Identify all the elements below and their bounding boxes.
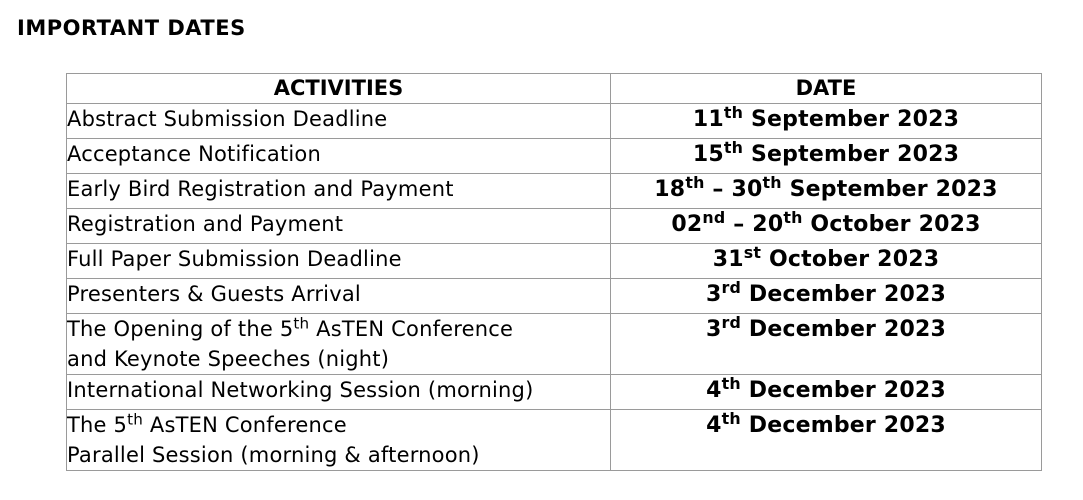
activity-cell xyxy=(67,174,611,209)
cell-text: December 2023 xyxy=(740,413,946,438)
ordinal-suffix: rd xyxy=(721,313,742,333)
table-row xyxy=(67,244,1042,279)
table-row xyxy=(67,314,1042,375)
cell-text: Early Bird Registration and Payment xyxy=(67,177,454,201)
ordinal-suffix: th xyxy=(721,374,741,394)
ordinal-suffix: th xyxy=(783,208,803,228)
cell-text: – 30 xyxy=(704,177,763,202)
ordinal-suffix: th xyxy=(723,103,744,123)
ordinal-suffix: th xyxy=(685,173,705,193)
date-cell xyxy=(611,139,1042,174)
date-cell xyxy=(611,279,1042,314)
cell-text: 18 xyxy=(654,177,686,202)
table-row xyxy=(67,209,1042,244)
date-cell xyxy=(611,375,1042,410)
cell-text: The 5 xyxy=(67,413,128,437)
ordinal-suffix: th xyxy=(127,410,143,429)
cell-text: October 2023 xyxy=(802,212,981,237)
activities-column-header: ACTIVITIES xyxy=(67,74,611,104)
cell-text: AsTEN Conference xyxy=(309,317,514,341)
table-row xyxy=(67,139,1042,174)
cell-text: October 2023 xyxy=(761,247,940,272)
date-column-header: DATE xyxy=(611,74,1042,104)
cell-text: Registration and Payment xyxy=(67,212,344,236)
cell-text: – 20 xyxy=(725,212,784,237)
table-header-row xyxy=(67,74,1042,104)
cell-text: 3 xyxy=(706,282,722,307)
date-cell xyxy=(611,174,1042,209)
cell-text: International Networking Session (morning) xyxy=(67,378,534,402)
activity-cell xyxy=(67,410,611,471)
table-row xyxy=(67,174,1042,209)
cell-text: 4 xyxy=(706,413,722,438)
cell-text: December 2023 xyxy=(740,378,946,403)
date-cell xyxy=(611,244,1042,279)
activity-cell xyxy=(67,244,611,279)
ordinal-suffix: nd xyxy=(702,208,726,228)
cell-text: Acceptance Notification xyxy=(67,142,321,166)
cell-text: December 2023 xyxy=(741,282,946,307)
important-dates-table xyxy=(66,73,1042,471)
cell-text: 3 xyxy=(706,317,722,342)
cell-text: September 2023 xyxy=(743,142,960,167)
cell-text: 15 xyxy=(692,142,724,167)
activity-cell xyxy=(67,375,611,410)
activity-cell xyxy=(67,104,611,139)
ordinal-suffix: th xyxy=(762,173,782,193)
page-heading: IMPORTANT DATES xyxy=(17,16,246,40)
cell-text: Full Paper Submission Deadline xyxy=(67,247,402,271)
table-row xyxy=(67,104,1042,139)
cell-text: September 2023 xyxy=(743,107,960,132)
cell-text: December 2023 xyxy=(741,317,946,342)
table-row xyxy=(67,410,1042,471)
cell-text: 02 xyxy=(671,212,703,237)
activity-cell xyxy=(67,139,611,174)
date-cell xyxy=(611,314,1042,375)
cell-text: Presenters & Guests Arrival xyxy=(67,282,361,306)
ordinal-suffix: th xyxy=(721,409,741,429)
cell-text: and Keynote Speeches (night) xyxy=(67,347,390,371)
cell-text: 4 xyxy=(706,378,722,403)
ordinal-suffix: rd xyxy=(721,278,742,298)
ordinal-suffix: st xyxy=(743,243,762,263)
cell-text: AsTEN Conference xyxy=(143,413,347,437)
date-cell xyxy=(611,209,1042,244)
activity-cell xyxy=(67,279,611,314)
date-cell xyxy=(611,410,1042,471)
date-cell xyxy=(611,104,1042,139)
cell-text: Abstract Submission Deadline xyxy=(67,107,388,131)
cell-text: Parallel Session (morning & afternoon) xyxy=(67,443,480,467)
cell-text: The Opening of the 5 xyxy=(67,317,294,341)
cell-text: 11 xyxy=(692,107,724,132)
table-row xyxy=(67,279,1042,314)
ordinal-suffix: th xyxy=(293,314,310,333)
ordinal-suffix: th xyxy=(723,138,744,158)
table-body xyxy=(67,104,1042,471)
table-row xyxy=(67,375,1042,410)
activity-cell xyxy=(67,314,611,375)
cell-text: 31 xyxy=(712,247,744,272)
activity-cell xyxy=(67,209,611,244)
cell-text: September 2023 xyxy=(781,177,998,202)
